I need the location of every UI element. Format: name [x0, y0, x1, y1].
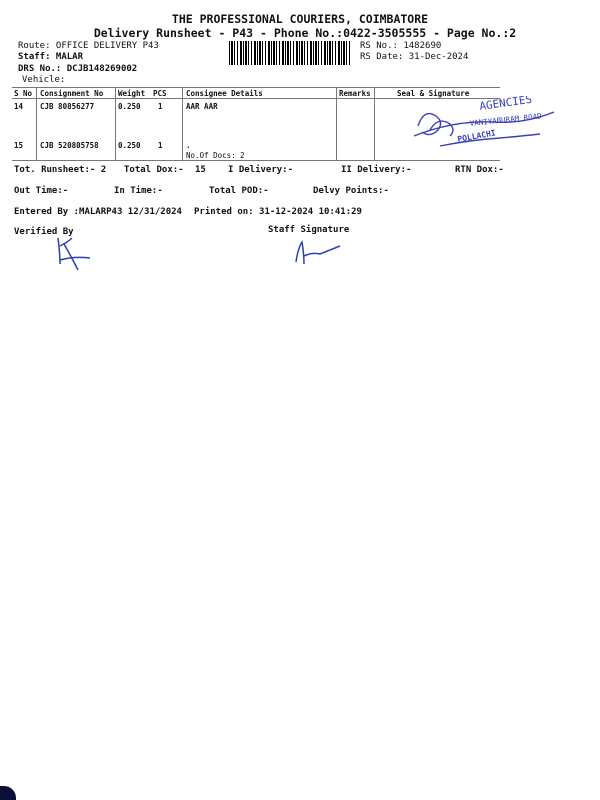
- ii-delivery: II Delivery:-: [341, 165, 412, 175]
- cell-consignment: CJB 80856277: [40, 102, 95, 111]
- barcode: [229, 41, 352, 65]
- total-dox-label: Total Dox:-: [124, 165, 184, 175]
- rs-date: RS Date: 31-Dec-2024: [360, 52, 469, 62]
- svg-text:AGENCIES: AGENCIES: [478, 96, 533, 113]
- cell-consignment: CJB 520805758: [40, 141, 99, 150]
- total-runsheet: Tot. Runsheet:- 2: [14, 165, 107, 175]
- header-weight: Weight: [118, 89, 146, 98]
- route-info: Route: OFFICE DELIVERY P43: [18, 41, 159, 51]
- svg-text:POLLACHI: POLLACHI: [456, 128, 497, 144]
- cell-consignee: AAR AAR: [186, 102, 218, 111]
- i-delivery: I Delivery:-: [228, 165, 294, 175]
- cell-consignee: .: [186, 141, 191, 150]
- runsheet-subtitle: Delivery Runsheet - P43 - Phone No.:0422-3505555 - Page No.:2: [93, 26, 517, 40]
- header-consignment: Consignment No: [40, 89, 104, 98]
- header-consignee: Consignee Details: [186, 89, 263, 98]
- rtn-dox: RTN Dox:-: [455, 165, 504, 175]
- header-seal-signature: Seal & Signature: [397, 89, 470, 98]
- cell-sno: 14: [14, 102, 24, 111]
- staff-signature-label: Staff Signature: [268, 225, 350, 235]
- corner-scan-mark: [0, 786, 16, 800]
- staff-info: Staff: MALAR: [18, 52, 84, 62]
- verified-by-label: Verified By: [14, 227, 74, 237]
- printed-on: Printed on: 31-12-2024 10:41:29: [194, 207, 362, 217]
- doc-count-note: No.Of Docs: 2: [186, 151, 245, 160]
- rs-number: RS No.: 1482690: [360, 41, 442, 51]
- company-title: THE PROFESSIONAL COURIERS, COIMBATORE: [171, 12, 429, 26]
- out-time: Out Time:-: [14, 186, 69, 196]
- cell-pcs: 1: [158, 102, 163, 111]
- agency-stamp: [410, 96, 585, 156]
- cell-weight: 0.250: [118, 102, 141, 111]
- cell-weight: 0.250: [118, 141, 141, 150]
- header-pcs: PCS: [153, 89, 167, 98]
- svg-text:VANIYABURAM ROAD: VANIYABURAM ROAD: [469, 111, 543, 128]
- header-sno: S No: [14, 89, 33, 98]
- total-pod: Total POD:-: [209, 186, 269, 196]
- staff-signature-icon: [290, 238, 350, 270]
- total-dox-value: 15: [195, 165, 206, 175]
- in-time: In Time:-: [114, 186, 163, 196]
- vehicle-info: Vehicle:: [22, 75, 66, 85]
- cell-sno: 15: [14, 141, 24, 150]
- verified-by-signature-icon: [50, 232, 110, 272]
- drs-number: DRS No.: DCJB148269002: [18, 64, 138, 74]
- cell-pcs: 1: [158, 141, 163, 150]
- entered-by: Entered By :MALARP43 12/31/2024: [14, 207, 182, 217]
- delvy-points: Delvy Points:-: [313, 186, 389, 196]
- header-remarks: Remarks: [339, 89, 371, 98]
- stamp-seal-icon: [410, 96, 585, 156]
